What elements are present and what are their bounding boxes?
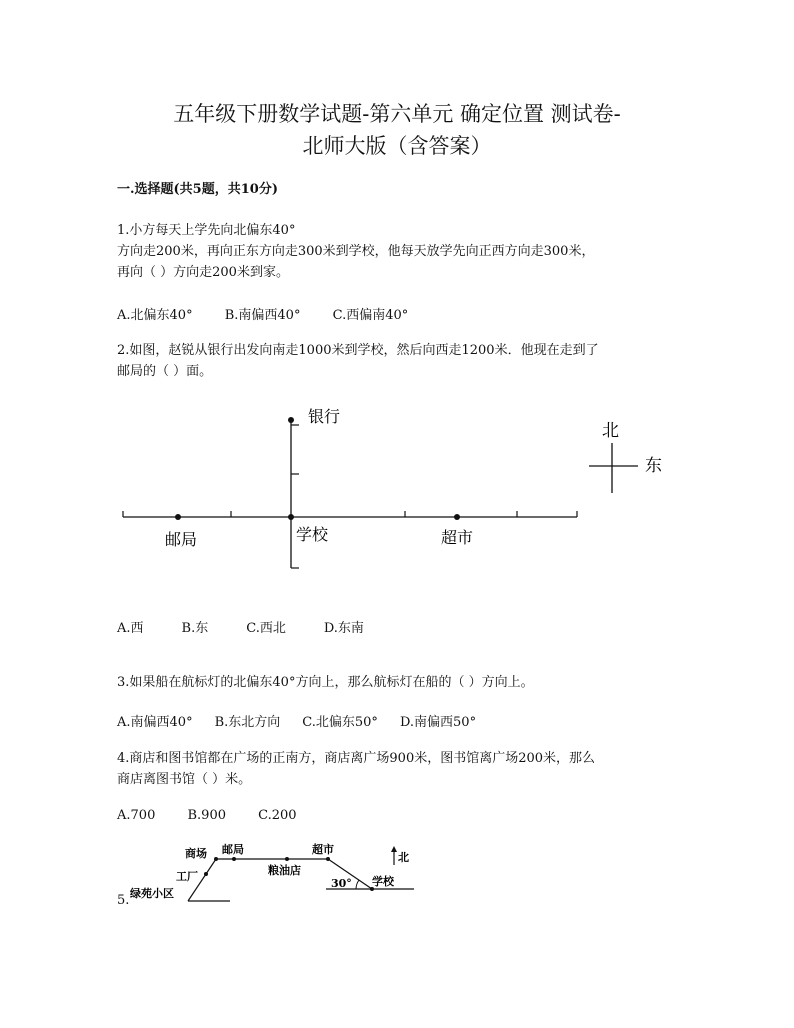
factory-point [204, 872, 208, 876]
option-a: A.西 [117, 621, 144, 636]
supermarket-point [454, 514, 460, 520]
angle-label: 30° [331, 877, 352, 890]
post-office-point [175, 514, 181, 520]
option-a: A.南偏西40° [117, 715, 193, 730]
option-b: B.南偏西40° [224, 308, 301, 323]
question-4-line1: 4.商店和图书馆都在广场的正南方，商店离广场900米，图书馆离广场200米，那么 [117, 751, 596, 766]
compass-north-label: 北 [602, 421, 619, 441]
option-b: B.900 [187, 808, 226, 823]
grain-store-point [285, 857, 289, 861]
school-label: 学校 [296, 525, 329, 544]
supermarket-point [326, 857, 330, 861]
question-3-options [117, 711, 504, 730]
community-label: 绿苑小区 [130, 887, 174, 900]
option-b: B.东北方向 [214, 715, 281, 730]
bank-label: 银行 [308, 407, 341, 426]
compass-east-label: 东 [645, 456, 662, 476]
question-4-line2: 商店离图书馆（ ）米。 [117, 772, 252, 787]
question-2-options [117, 617, 392, 636]
option-c: C.北偏东50° [302, 715, 378, 730]
option-c: C.西偏南40° [332, 308, 409, 323]
question-1-line2: 方向走200米，再向正东方向走300米到学校，他每天放学先向正西方向走300米， [117, 244, 595, 259]
factory-label: 工厂 [176, 870, 198, 883]
question-4-options [117, 808, 325, 823]
document-title-line1: 五年级下册数学试题-第六单元 确定位置 测试卷- [173, 102, 621, 126]
option-d: D.东南 [323, 621, 364, 636]
post-label: 邮局 [222, 843, 244, 856]
supermarket-label: 超市 [441, 528, 474, 547]
question-1-line3: 再向（ ）方向走200米到家。 [117, 265, 289, 280]
question-5-number: 5. [117, 893, 130, 908]
market-point [214, 857, 218, 861]
option-a: A.北偏东40° [117, 308, 193, 323]
section-heading: 一.选择题(共5题，共10分) [117, 182, 278, 197]
angle-arc [356, 880, 359, 889]
north-arrow-head [391, 846, 397, 852]
supermarket-map-label: 超市 [312, 843, 334, 856]
post-point [232, 857, 236, 861]
option-d: D.南偏西50° [399, 715, 477, 730]
question-2-line2: 邮局的（ ）面。 [117, 364, 213, 379]
question-3: 3.如果船在航标灯的北偏东40°方向上，那么航标灯在船的（ ）方向上。 [117, 675, 534, 690]
option-b: B.东 [181, 621, 209, 636]
question-4 [117, 748, 595, 790]
document-title-line2: 北师大版（含答案） [302, 134, 492, 158]
option-a: A.700 [117, 808, 156, 823]
question-2-line1: 2.如图，赵锐从银行出发向南走1000米到学校，然后向西走1200米．他现在走到了 [117, 343, 599, 358]
post-office-label: 邮局 [165, 530, 198, 549]
school-map-label: 学校 [372, 875, 394, 888]
option-c: C.西北 [246, 621, 286, 636]
market-label: 商场 [185, 847, 207, 860]
school-point [288, 514, 294, 520]
bank-point [288, 417, 294, 423]
question-1-line1: 1.小方每天上学先向北偏东40° [117, 223, 296, 238]
grain-store-label: 粮油店 [268, 864, 301, 877]
option-c: C.200 [258, 808, 297, 823]
map-north-label: 北 [398, 851, 409, 864]
